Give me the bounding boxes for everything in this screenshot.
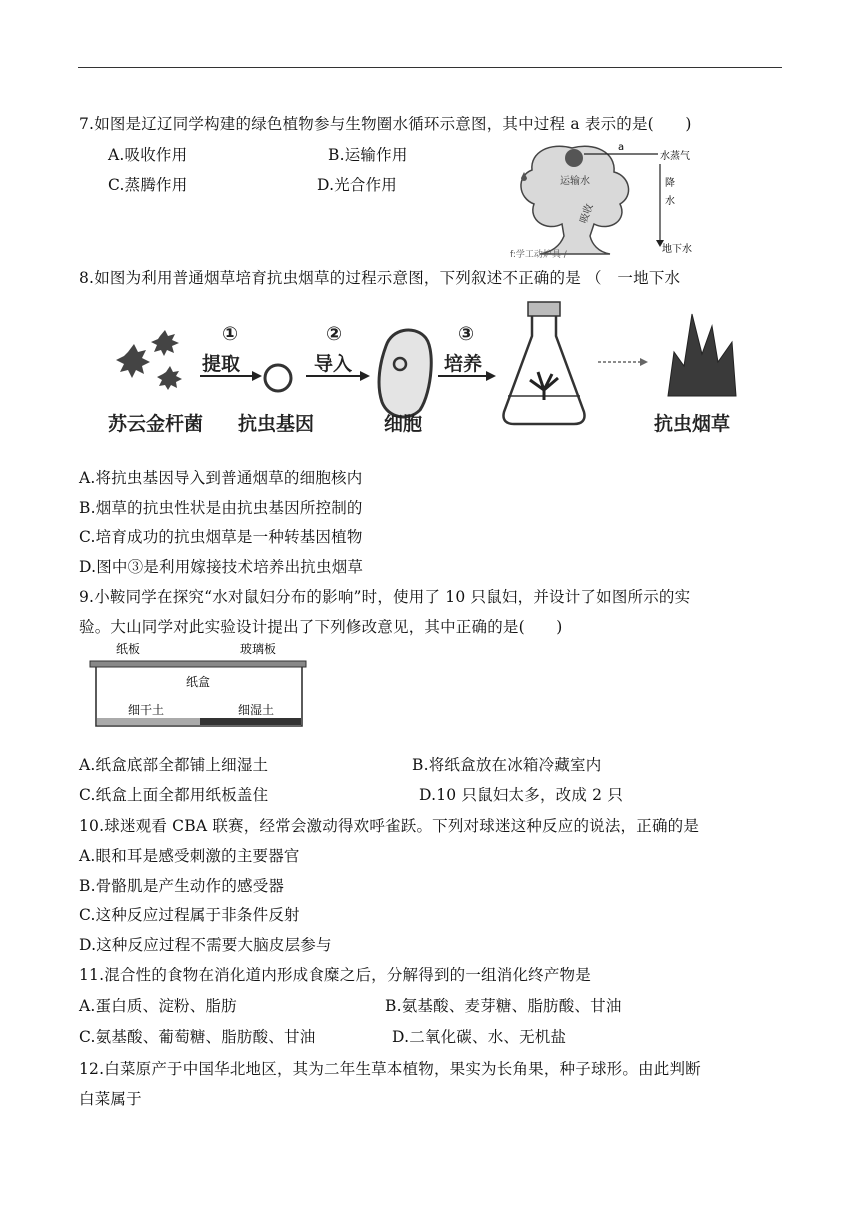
q10-stem: 10.球迷观看 CBA 联赛，经常会激动得欢呼雀跃。下列对球迷这种反应的说法，正确的是 — [79, 817, 700, 835]
arrow-right-icon — [640, 358, 648, 366]
q12-stem-line-2: 白菜属于 — [79, 1090, 142, 1108]
q9-stem-line-2: 验。大山同学对此实验设计提出了下列修改意见，其中正确的是( ) — [79, 618, 563, 636]
q9-option-c: C.纸盒上面全都用纸板盖住 — [79, 786, 269, 804]
q12-stem-line-1: 12.白菜原产于中国华北地区，其为二年生草本植物，果实为长角果，种子球形。由此判断 — [79, 1060, 701, 1078]
q9-wet-soil-label: 细湿土 — [238, 703, 275, 717]
q8-option-b: B.烟草的抗虫性状是由抗虫基因所控制的 — [79, 499, 363, 517]
q9-experiment-figure — [88, 638, 310, 730]
q11-option-b: B.氨基酸、麦芽糖、脂肪酸、甘油 — [385, 997, 622, 1015]
q9-stem-line-1: 9.小鞍同学在探究“水对鼠妇分布的影响”时，使用了 10 只鼠妇，并设计了如图所示的实 — [79, 588, 691, 606]
q9-glass-board-label: 玻璃板 — [240, 642, 277, 656]
q9-option-d: D.10 只鼠妇太多，改成 2 只 — [419, 786, 624, 804]
q11-option-c: C.氨基酸、葡萄糖、脂肪酸、甘油 — [79, 1028, 316, 1046]
arrow-right-icon — [360, 371, 370, 381]
q7-rain-label-2: 水 — [665, 196, 675, 207]
q10-option-a: A.眼和耳是感受刺激的主要器官 — [79, 847, 300, 865]
q10-option-b: B.骨骼肌是产生动作的感受器 — [79, 877, 285, 895]
q8-process-figure — [108, 292, 760, 442]
arrow-right-icon — [486, 371, 496, 381]
wet-soil-layer — [200, 718, 301, 725]
q8-label-cell: 细胞 — [384, 413, 423, 435]
q7-root-label: 吸收 — [578, 202, 596, 226]
q8-stem: 8.如图为利用普通烟草培育抗虫烟草的过程示意图，下列叙述不正确的是 （ 一地下水 — [79, 269, 681, 287]
q7-groundwater-label: 地下水 — [662, 244, 692, 255]
plant-cell-icon — [379, 330, 431, 417]
tobacco-plant-icon — [668, 314, 736, 396]
q7-vapor-label: 水蒸气 — [660, 151, 690, 162]
culture-flask-icon — [503, 312, 584, 424]
q9-box-label: 纸盒 — [186, 675, 211, 689]
q8-action-2: 导入 — [314, 353, 353, 375]
q8-step-2: ② — [326, 323, 343, 345]
q8-label-bacteria: 苏云金杆菌 — [108, 413, 204, 435]
q11-option-a: A.蛋白质、淀粉、脂肪 — [79, 997, 237, 1015]
flask-plug-icon — [528, 302, 560, 316]
q8-option-d: D.图中③是利用嫁接技术培养出抗虫烟草 — [79, 558, 364, 576]
q8-step-3: ③ — [458, 323, 475, 345]
q7-option-a: A.吸收作用 — [108, 146, 188, 164]
q7-option-d: D.光合作用 — [317, 176, 398, 194]
leaf-blob-icon — [565, 149, 583, 167]
header-rule — [78, 67, 782, 68]
q7-label-a: a — [618, 142, 625, 153]
q7-stem-label: 运输水 — [560, 176, 590, 187]
cover-boards — [90, 661, 306, 667]
q8-step-1: ① — [222, 323, 239, 345]
arrow-right-icon — [252, 371, 262, 381]
q8-label-tobacco: 抗虫烟草 — [654, 413, 731, 435]
q9-option-b: B.将纸盒放在冰箱冷藏室内 — [412, 756, 602, 774]
dry-soil-layer — [97, 718, 200, 725]
q8-option-c: C.培育成功的抗虫烟草是一种转基因植物 — [79, 528, 363, 546]
q7-option-b: B.运输作用 — [328, 146, 408, 164]
q10-option-d: D.这种反应过程不需要大脑皮层参与 — [79, 936, 332, 954]
q9-option-a: A.纸盒底部全都铺上细湿土 — [79, 756, 269, 774]
bacteria-icon — [116, 330, 182, 390]
q9-dry-soil-label: 细干土 — [128, 703, 165, 717]
gene-ring-icon — [265, 365, 291, 391]
q7-rain-label-1: 降 — [665, 178, 675, 189]
q9-paper-board-label: 纸板 — [116, 642, 141, 656]
q7-water-cycle-figure — [510, 136, 710, 258]
q7-option-c: C.蒸腾作用 — [108, 176, 188, 194]
q7-bottom-text: f:学工动炉具 / — [510, 250, 567, 258]
q8-option-a: A.将抗虫基因导入到普通烟草的细胞核内 — [79, 469, 363, 487]
q8-label-gene: 抗虫基因 — [238, 413, 315, 435]
q10-option-c: C.这种反应过程属于非条件反射 — [79, 906, 300, 924]
q11-option-d: D.二氧化碳、水、无机盐 — [392, 1028, 567, 1046]
q8-action-1: 提取 — [202, 353, 241, 375]
q7-stem: 7.如图是辽辽同学构建的绿色植物参与生物圈水循环示意图，其中过程 a 表示的是( ) — [79, 115, 692, 133]
q11-stem: 11.混合性的食物在消化道内形成食糜之后，分解得到的一组消化终产物是 — [79, 966, 591, 984]
q8-action-3: 培养 — [444, 353, 483, 375]
